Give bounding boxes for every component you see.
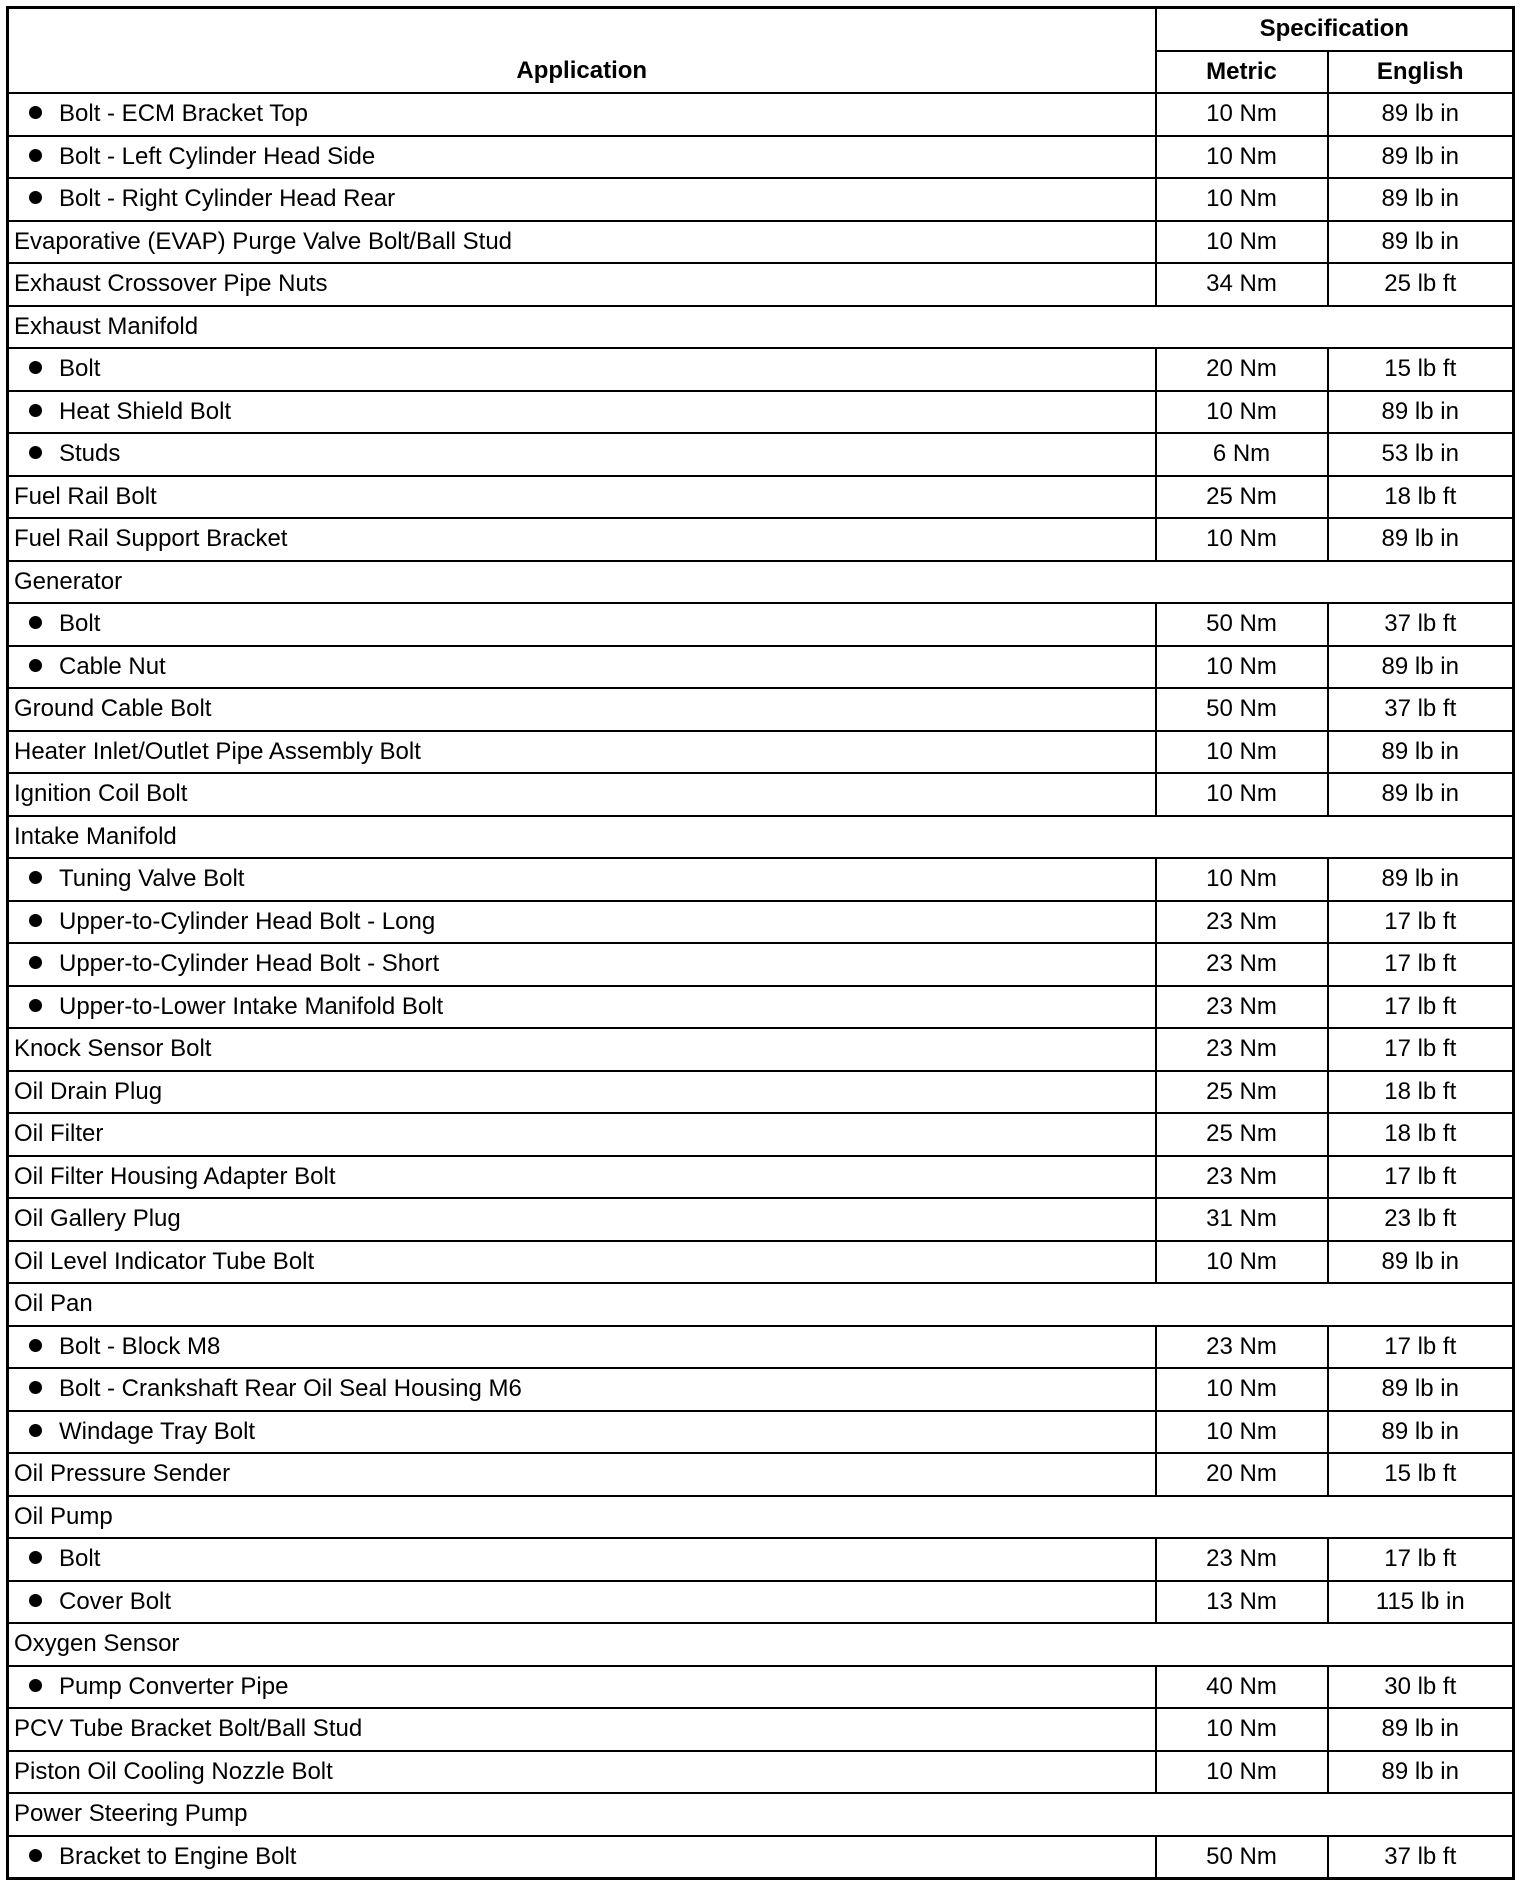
table-row	[8, 1028, 1514, 1071]
application-cell	[8, 816, 1514, 859]
application-cell	[8, 1028, 1156, 1071]
application-cell	[8, 263, 1156, 306]
table-row	[8, 986, 1514, 1029]
english-value: 17 lb ft	[1328, 1156, 1514, 1199]
application-label: Heat Shield Bolt	[59, 397, 232, 425]
metric-value: 23 Nm	[1156, 1538, 1328, 1581]
application-cell	[8, 1411, 1156, 1454]
application-label: Generator	[14, 567, 123, 595]
application-label: Bolt - Block M8	[59, 1332, 221, 1360]
bullet-icon	[29, 106, 42, 119]
application-label: Intake Manifold	[14, 822, 177, 850]
application-label: Studs	[59, 440, 121, 468]
table-group-row	[8, 306, 1514, 349]
application-label: Bolt - Right Cylinder Head Rear	[59, 185, 396, 213]
metric-value: 34 Nm	[1156, 263, 1328, 306]
application-cell	[8, 391, 1156, 434]
application-label: Pump Converter Pipe	[59, 1672, 289, 1700]
bullet-icon	[29, 1551, 42, 1564]
header-row-top	[8, 8, 1514, 51]
metric-value: 10 Nm	[1156, 1751, 1328, 1794]
english-value: 37 lb ft	[1328, 688, 1514, 731]
table-row	[8, 348, 1514, 391]
table-row	[8, 1156, 1514, 1199]
table-row	[8, 1581, 1514, 1624]
table-row	[8, 1708, 1514, 1751]
bullet-icon	[29, 1339, 42, 1352]
english-value: 30 lb ft	[1328, 1666, 1514, 1709]
application-cell	[8, 1071, 1156, 1114]
metric-value: 23 Nm	[1156, 986, 1328, 1029]
application-label: Ignition Coil Bolt	[14, 780, 188, 808]
english-value: 17 lb ft	[1328, 1326, 1514, 1369]
bullet-icon	[29, 1594, 42, 1607]
table-row	[8, 773, 1514, 816]
english-value: 89 lb in	[1328, 731, 1514, 774]
table-row	[8, 1241, 1514, 1284]
application-label: Exhaust Manifold	[14, 312, 199, 340]
metric-value: 10 Nm	[1156, 858, 1328, 901]
metric-value: 23 Nm	[1156, 1326, 1328, 1369]
table-row	[8, 1326, 1514, 1369]
english-value: 15 lb ft	[1328, 348, 1514, 391]
application-label: Oil Level Indicator Tube Bolt	[14, 1247, 315, 1275]
application-label: Ground Cable Bolt	[14, 695, 212, 723]
application-label: Oil Pressure Sender	[14, 1460, 231, 1488]
application-label: Windage Tray Bolt	[59, 1417, 256, 1445]
table-group-row	[8, 1283, 1514, 1326]
table-row	[8, 646, 1514, 689]
application-cell	[8, 1538, 1156, 1581]
table-row	[8, 1198, 1514, 1241]
application-cell	[8, 858, 1156, 901]
bullet-icon	[29, 616, 42, 629]
english-value: 18 lb ft	[1328, 1071, 1514, 1114]
table-row	[8, 433, 1514, 476]
application-cell	[8, 1368, 1156, 1411]
table-row	[8, 1453, 1514, 1496]
table-row	[8, 178, 1514, 221]
metric-value: 50 Nm	[1156, 603, 1328, 646]
application-label: Oil Filter	[14, 1120, 104, 1148]
application-cell	[8, 433, 1156, 476]
header-specification: Specification	[1156, 8, 1514, 51]
english-value: 17 lb ft	[1328, 901, 1514, 944]
english-value: 89 lb in	[1328, 773, 1514, 816]
bullet-icon	[29, 1679, 42, 1692]
application-label: Cable Nut	[59, 652, 166, 680]
application-cell	[8, 688, 1156, 731]
table-row	[8, 518, 1514, 561]
header-english: English	[1328, 51, 1514, 94]
application-label: Bolt	[59, 355, 101, 383]
metric-value: 23 Nm	[1156, 1156, 1328, 1199]
metric-value: 10 Nm	[1156, 731, 1328, 774]
metric-value: 10 Nm	[1156, 518, 1328, 561]
application-label: Upper-to-Cylinder Head Bolt - Long	[59, 907, 436, 935]
table-row	[8, 1538, 1514, 1581]
application-label: Upper-to-Lower Intake Manifold Bolt	[59, 992, 444, 1020]
torque-spec-table	[6, 6, 1515, 1880]
bullet-icon	[29, 404, 42, 417]
english-value: 37 lb ft	[1328, 603, 1514, 646]
application-cell	[8, 773, 1156, 816]
metric-value: 40 Nm	[1156, 1666, 1328, 1709]
table-group-row	[8, 1496, 1514, 1539]
application-cell	[8, 731, 1156, 774]
application-label: Heater Inlet/Outlet Pipe Assembly Bolt	[14, 737, 421, 765]
metric-value: 10 Nm	[1156, 136, 1328, 179]
header-metric: Metric	[1156, 51, 1328, 94]
bullet-icon	[29, 149, 42, 162]
application-cell	[8, 1198, 1156, 1241]
english-value: 89 lb in	[1328, 391, 1514, 434]
english-value: 17 lb ft	[1328, 986, 1514, 1029]
bullet-icon	[29, 659, 42, 672]
application-cell	[8, 518, 1156, 561]
bullet-icon	[29, 956, 42, 969]
application-cell	[8, 178, 1156, 221]
metric-value: 10 Nm	[1156, 221, 1328, 264]
english-value: 89 lb in	[1328, 518, 1514, 561]
metric-value: 10 Nm	[1156, 646, 1328, 689]
table-row	[8, 1071, 1514, 1114]
bullet-icon	[29, 871, 42, 884]
application-cell	[8, 221, 1156, 264]
application-label: Bolt	[59, 1545, 101, 1573]
metric-value: 10 Nm	[1156, 1708, 1328, 1751]
application-cell	[8, 476, 1156, 519]
english-value: 17 lb ft	[1328, 943, 1514, 986]
english-value: 17 lb ft	[1328, 1028, 1514, 1071]
bullet-icon	[29, 446, 42, 459]
application-label: Oxygen Sensor	[14, 1630, 180, 1658]
application-label: PCV Tube Bracket Bolt/Ball Stud	[14, 1715, 363, 1743]
english-value: 89 lb in	[1328, 858, 1514, 901]
bullet-icon	[29, 1424, 42, 1437]
application-cell	[8, 603, 1156, 646]
application-cell	[8, 1496, 1514, 1539]
table-row	[8, 1411, 1514, 1454]
bullet-icon	[29, 361, 42, 374]
application-cell	[8, 348, 1156, 391]
metric-value: 10 Nm	[1156, 1368, 1328, 1411]
metric-value: 20 Nm	[1156, 1453, 1328, 1496]
metric-value: 10 Nm	[1156, 1241, 1328, 1284]
bullet-icon	[29, 1849, 42, 1862]
application-label: Bolt - Crankshaft Rear Oil Seal Housing M6	[59, 1375, 522, 1403]
application-label: Fuel Rail Bolt	[14, 482, 157, 510]
table-row	[8, 1751, 1514, 1794]
table-row	[8, 476, 1514, 519]
table-row	[8, 391, 1514, 434]
table-row	[8, 1836, 1514, 1879]
metric-value: 10 Nm	[1156, 391, 1328, 434]
application-cell	[8, 1326, 1156, 1369]
application-cell	[8, 306, 1514, 349]
table-row	[8, 1113, 1514, 1156]
table-row	[8, 731, 1514, 774]
application-cell	[8, 1283, 1514, 1326]
application-cell	[8, 1241, 1156, 1284]
bullet-icon	[29, 1381, 42, 1394]
table-group-row	[8, 1793, 1514, 1836]
english-value: 89 lb in	[1328, 178, 1514, 221]
english-value: 18 lb ft	[1328, 476, 1514, 519]
application-cell	[8, 1666, 1156, 1709]
application-cell	[8, 1751, 1156, 1794]
application-cell	[8, 93, 1156, 136]
table-row	[8, 263, 1514, 306]
table-row	[8, 943, 1514, 986]
english-value: 89 lb in	[1328, 646, 1514, 689]
table-row	[8, 688, 1514, 731]
application-cell	[8, 1708, 1156, 1751]
application-label: Oil Gallery Plug	[14, 1205, 181, 1233]
application-cell	[8, 646, 1156, 689]
metric-value: 25 Nm	[1156, 1113, 1328, 1156]
application-label: Bolt - ECM Bracket Top	[59, 100, 308, 128]
application-cell	[8, 561, 1514, 604]
application-label: Knock Sensor Bolt	[14, 1035, 212, 1063]
metric-value: 13 Nm	[1156, 1581, 1328, 1624]
application-label: Fuel Rail Support Bracket	[14, 525, 288, 553]
metric-value: 25 Nm	[1156, 476, 1328, 519]
table-group-row	[8, 816, 1514, 859]
application-label: Oil Drain Plug	[14, 1077, 163, 1105]
table-row	[8, 603, 1514, 646]
application-cell	[8, 136, 1156, 179]
english-value: 89 lb in	[1328, 1241, 1514, 1284]
english-value: 89 lb in	[1328, 221, 1514, 264]
application-cell	[8, 943, 1156, 986]
metric-value: 23 Nm	[1156, 943, 1328, 986]
header-application: Application	[8, 8, 1156, 94]
table-group-row	[8, 1623, 1514, 1666]
bullet-icon	[29, 999, 42, 1012]
application-label: Tuning Valve Bolt	[59, 865, 245, 893]
application-label: Bolt	[59, 610, 101, 638]
english-value: 17 lb ft	[1328, 1538, 1514, 1581]
application-cell	[8, 1453, 1156, 1496]
application-cell	[8, 1836, 1156, 1879]
application-cell	[8, 986, 1156, 1029]
metric-value: 6 Nm	[1156, 433, 1328, 476]
application-cell	[8, 1581, 1156, 1624]
application-cell	[8, 1793, 1514, 1836]
metric-value: 10 Nm	[1156, 93, 1328, 136]
english-value: 89 lb in	[1328, 1411, 1514, 1454]
application-label: Piston Oil Cooling Nozzle Bolt	[14, 1757, 333, 1785]
application-label: Bracket to Engine Bolt	[59, 1842, 297, 1870]
application-label: Oil Pump	[14, 1502, 113, 1530]
application-cell	[8, 1113, 1156, 1156]
english-value: 53 lb in	[1328, 433, 1514, 476]
application-label: Bolt - Left Cylinder Head Side	[59, 142, 376, 170]
metric-value: 50 Nm	[1156, 688, 1328, 731]
english-value: 23 lb ft	[1328, 1198, 1514, 1241]
application-cell	[8, 1156, 1156, 1199]
english-value: 37 lb ft	[1328, 1836, 1514, 1879]
metric-value: 25 Nm	[1156, 1071, 1328, 1114]
application-label: Power Steering Pump	[14, 1800, 248, 1828]
table-body	[8, 93, 1514, 1879]
metric-value: 20 Nm	[1156, 348, 1328, 391]
metric-value: 23 Nm	[1156, 901, 1328, 944]
table-row	[8, 901, 1514, 944]
metric-value: 31 Nm	[1156, 1198, 1328, 1241]
english-value: 89 lb in	[1328, 1751, 1514, 1794]
table-row	[8, 1368, 1514, 1411]
metric-value: 10 Nm	[1156, 1411, 1328, 1454]
english-value: 89 lb in	[1328, 1368, 1514, 1411]
application-label: Oil Pan	[14, 1290, 93, 1318]
table-row	[8, 93, 1514, 136]
table-row	[8, 858, 1514, 901]
application-cell	[8, 901, 1156, 944]
bullet-icon	[29, 191, 42, 204]
application-label: Oil Filter Housing Adapter Bolt	[14, 1162, 336, 1190]
table-header	[8, 8, 1514, 94]
application-label: Cover Bolt	[59, 1587, 172, 1615]
application-cell	[8, 1623, 1514, 1666]
table-row	[8, 221, 1514, 264]
english-value: 25 lb ft	[1328, 263, 1514, 306]
table-row	[8, 1666, 1514, 1709]
metric-value: 23 Nm	[1156, 1028, 1328, 1071]
metric-value: 10 Nm	[1156, 773, 1328, 816]
english-value: 89 lb in	[1328, 136, 1514, 179]
application-label: Exhaust Crossover Pipe Nuts	[14, 270, 328, 298]
application-label: Upper-to-Cylinder Head Bolt - Short	[59, 950, 440, 978]
english-value: 18 lb ft	[1328, 1113, 1514, 1156]
metric-value: 10 Nm	[1156, 178, 1328, 221]
english-value: 89 lb in	[1328, 93, 1514, 136]
metric-value: 50 Nm	[1156, 1836, 1328, 1879]
table-row	[8, 136, 1514, 179]
english-value: 115 lb in	[1328, 1581, 1514, 1624]
english-value: 15 lb ft	[1328, 1453, 1514, 1496]
table-group-row	[8, 561, 1514, 604]
application-label: Evaporative (EVAP) Purge Valve Bolt/Ball Stud	[14, 227, 513, 255]
bullet-icon	[29, 914, 42, 927]
english-value: 89 lb in	[1328, 1708, 1514, 1751]
